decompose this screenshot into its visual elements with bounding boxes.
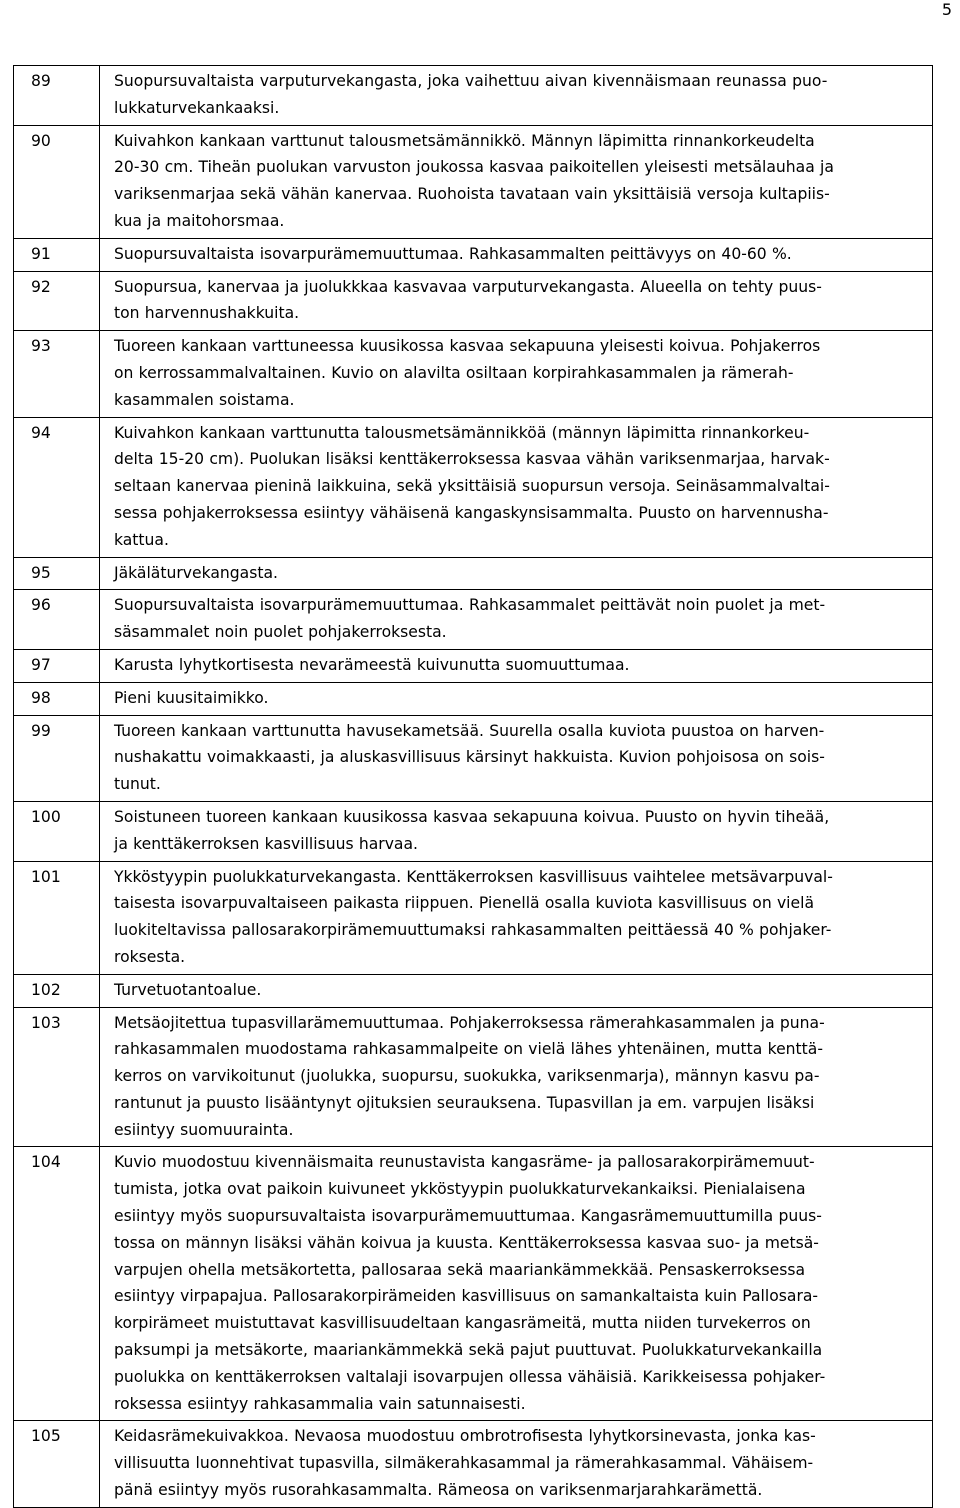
table-row <box>14 590 933 650</box>
description-line: Karusta lyhytkortisesta nevarämeestä kuivunutta suomuuttumaa. <box>114 655 630 674</box>
table-row <box>14 66 933 126</box>
compartment-description <box>100 682 933 715</box>
description-line: roksesta. <box>114 947 186 966</box>
description-line: delta 15-20 cm). Puolukan lisäksi kenttäkerroksessa kasvaa vähän variksenmarjaa, harvak- <box>114 450 830 469</box>
description-line: luokiteltavissa pallosarakorpirämemuuttumaksi rahkasammalten peittäessä 40 % pohjaker- <box>114 921 832 940</box>
description-line: Kuvio muodostuu kivennäismaita reunustavista kangasräme- ja pallosarakorpirämemuut- <box>114 1153 815 1172</box>
compartment-description <box>100 238 933 271</box>
description-line: ja kenttäkerroksen kasvillisuus harvaa. <box>114 834 418 853</box>
compartment-description-table <box>13 65 933 1508</box>
description-line: säsammalet noin puolet pohjakerroksesta. <box>114 623 447 642</box>
description-line: lukkaturvekankaaksi. <box>114 98 280 117</box>
compartment-description <box>100 649 933 682</box>
description-line: villisuutta luonnehtivat tupasvilla, silmäkerahkasammal ja rämerahkasammal. Vähäisem- <box>114 1454 814 1473</box>
table-row <box>14 715 933 801</box>
table-row <box>14 649 933 682</box>
description-line: Metsäojitettua tupasvillarämemuuttumaa. Pohjakerroksessa rämerahkasammalen ja puna- <box>114 1013 825 1032</box>
description-line: variksenmarjaa sekä vähän kanervaa. Ruohoista tavataan vain yksittäisiä versoja kultapiis- <box>114 185 830 204</box>
table-row <box>14 557 933 590</box>
description-line: tumista, jotka ovat paikoin kuivuneet ykköstyypin puolukkaturvekankaiksi. Pienialaisena <box>114 1180 806 1199</box>
description-line: Tuoreen kankaan varttuneessa kuusikossa kasvaa sekapuuna yleisesti koivua. Pohjakerros <box>114 337 821 356</box>
compartment-description <box>100 1147 933 1421</box>
description-line: esiintyy suomuurainta. <box>114 1120 294 1139</box>
compartment-number: 91 <box>14 238 100 271</box>
description-line: puolukka on kenttäkerroksen valtalaji isovarpujen ollessa vähäisiä. Karikkeisessa pohjaker- <box>114 1367 826 1386</box>
description-line: Kuivahkon kankaan varttunut talousmetsämännikkö. Männyn läpimitta rinnankorkeudelta <box>114 131 815 150</box>
compartment-number: 92 <box>14 271 100 331</box>
table-row <box>14 417 933 557</box>
description-line: kattua. <box>114 530 169 549</box>
compartment-description <box>100 715 933 801</box>
description-line: ton harvennushakkuita. <box>114 304 300 323</box>
compartment-description <box>100 590 933 650</box>
description-line: esiintyy virpapajua. Pallosarakorpirämeiden kasvillisuus on samankaltaista kuin Pallosara- <box>114 1287 819 1306</box>
description-line: paksumpi ja metsäkorte, maariankämmekkä sekä pajut puuttuvat. Puolukkaturvekankailla <box>114 1341 823 1360</box>
compartment-number: 102 <box>14 974 100 1007</box>
description-line: kua ja maitohorsmaa. <box>114 211 285 230</box>
description-line: varpujen ohella metsäkortetta, pallosaraa sekä maariankämmekkää. Pensaskerroksessa <box>114 1260 806 1279</box>
compartment-description <box>100 861 933 974</box>
description-line: Pieni kuusitaimikko. <box>114 688 269 707</box>
description-line: korpirämeet muistuttavat kasvillisuudeltaan kangasrämeitä, mutta niiden turvekerros on <box>114 1314 811 1333</box>
compartment-description <box>100 271 933 331</box>
compartment-number: 96 <box>14 590 100 650</box>
description-line: Kuivahkon kankaan varttunutta talousmetsämännikköä (männyn läpimitta rinnankorkeu- <box>114 423 810 442</box>
table-body <box>14 66 933 1508</box>
description-line: Jäkäläturvekangasta. <box>114 563 278 582</box>
compartment-description <box>100 66 933 126</box>
compartment-number: 103 <box>14 1007 100 1147</box>
description-line: Suopursuvaltaista isovarpurämemuuttumaa. Rahkasammalten peittävyys on 40-60 %. <box>114 244 792 263</box>
compartment-number: 104 <box>14 1147 100 1421</box>
compartment-description <box>100 974 933 1007</box>
description-line: tossa on männyn lisäksi vähän koivua ja kuusta. Kenttäkerroksessa kasvaa suo- ja metsä- <box>114 1233 819 1252</box>
table-row <box>14 1421 933 1507</box>
description-line: on kerrossammalvaltainen. Kuvio on alavilta osiltaan korpirahkasammalen ja rämerah- <box>114 363 794 382</box>
compartment-description <box>100 801 933 861</box>
description-line: sessa pohjakerroksessa esiintyy vähäisenä kangaskynsisammalta. Puusto on harvennusha- <box>114 503 829 522</box>
description-line: nushakattu voimakkaasti, ja aluskasvillisuus kärsinyt hakkuista. Kuvion pohjoisosa on sois- <box>114 748 825 767</box>
page-number: 5 <box>941 0 952 19</box>
description-line: rahkasammalen muodostama rahkasammalpeite on vielä lähes yhtenäinen, mutta kenttä- <box>114 1040 823 1059</box>
description-line: taisesta isovarpuvaltaiseen paikasta riippuen. Pienellä osalla kuviota kasvillisuus on vielä <box>114 894 815 913</box>
table-row <box>14 1147 933 1421</box>
compartment-description <box>100 125 933 238</box>
table-row <box>14 861 933 974</box>
compartment-number: 101 <box>14 861 100 974</box>
compartment-number: 89 <box>14 66 100 126</box>
compartment-number: 93 <box>14 331 100 417</box>
compartment-number: 95 <box>14 557 100 590</box>
description-line: roksessa esiintyy rahkasammalia vain satunnaisesti. <box>114 1394 526 1413</box>
description-line: seltaan kanervaa pieninä laikkuina, sekä yksittäisiä suopursun versoja. Seinäsammalvaltai- <box>114 477 830 496</box>
compartment-number: 97 <box>14 649 100 682</box>
description-line: Soistuneen tuoreen kankaan kuusikossa kasvaa sekapuuna koivua. Puusto on hyvin tiheää, <box>114 807 830 826</box>
compartment-description <box>100 417 933 557</box>
compartment-description <box>100 1421 933 1507</box>
table-row <box>14 271 933 331</box>
description-line: kasammalen soistama. <box>114 390 295 409</box>
compartment-number: 99 <box>14 715 100 801</box>
compartment-number: 100 <box>14 801 100 861</box>
table-row <box>14 125 933 238</box>
compartment-number: 90 <box>14 125 100 238</box>
description-line: Tuoreen kankaan varttunutta havusekametsää. Suurella osalla kuviota puustoa on harven- <box>114 721 825 740</box>
compartment-number: 105 <box>14 1421 100 1507</box>
compartment-description <box>100 331 933 417</box>
description-line: pänä esiintyy myös rusorahkasammalta. Rämeosa on variksenmarjarahkarämettä. <box>114 1481 763 1500</box>
compartment-number: 98 <box>14 682 100 715</box>
table-row <box>14 801 933 861</box>
compartment-description <box>100 1007 933 1147</box>
description-line: Ykköstyypin puolukkaturvekangasta. Kenttäkerroksen kasvillisuus vaihtelee metsävarpuval- <box>114 867 833 886</box>
description-line: tunut. <box>114 775 161 794</box>
table-row <box>14 331 933 417</box>
description-line: Suopursuvaltaista isovarpurämemuuttumaa. Rahkasammalet peittävät noin puolet ja met- <box>114 596 826 615</box>
compartment-number: 94 <box>14 417 100 557</box>
table-row <box>14 974 933 1007</box>
compartment-description <box>100 557 933 590</box>
table-row <box>14 238 933 271</box>
description-line: Keidasrämekuivakkoa. Nevaosa muodostuu ombrotrofisesta lyhytkorsinevasta, jonka kas- <box>114 1427 816 1446</box>
description-line: Suopursuvaltaista varputurvekangasta, joka vaihettuu aivan kivennäismaan reunassa puo- <box>114 72 828 90</box>
description-line: kerros on varvikoitunut (juolukka, suopursu, suokukka, variksenmarja), männyn kasvu pa- <box>114 1067 820 1086</box>
description-line: Suopursua, kanervaa ja juolukkkaa kasvavaa varputurvekangasta. Alueella on tehty puus- <box>114 277 822 296</box>
table-row <box>14 1007 933 1147</box>
description-line: Turvetuotantoalue. <box>114 980 262 999</box>
description-line: 20-30 cm. Tiheän puolukan varvuston joukossa kasvaa paikoitellen yleisesti metsälauhaa ja <box>114 158 834 177</box>
description-line: rantunut ja puusto lisääntynyt ojituksien seurauksena. Tupasvillan ja em. varpujen lisäksi <box>114 1093 815 1112</box>
description-line: esiintyy myös suopursuvaltaista isovarpurämemuuttumaa. Kangasrämemuuttumilla puus- <box>114 1207 822 1226</box>
table-row <box>14 682 933 715</box>
